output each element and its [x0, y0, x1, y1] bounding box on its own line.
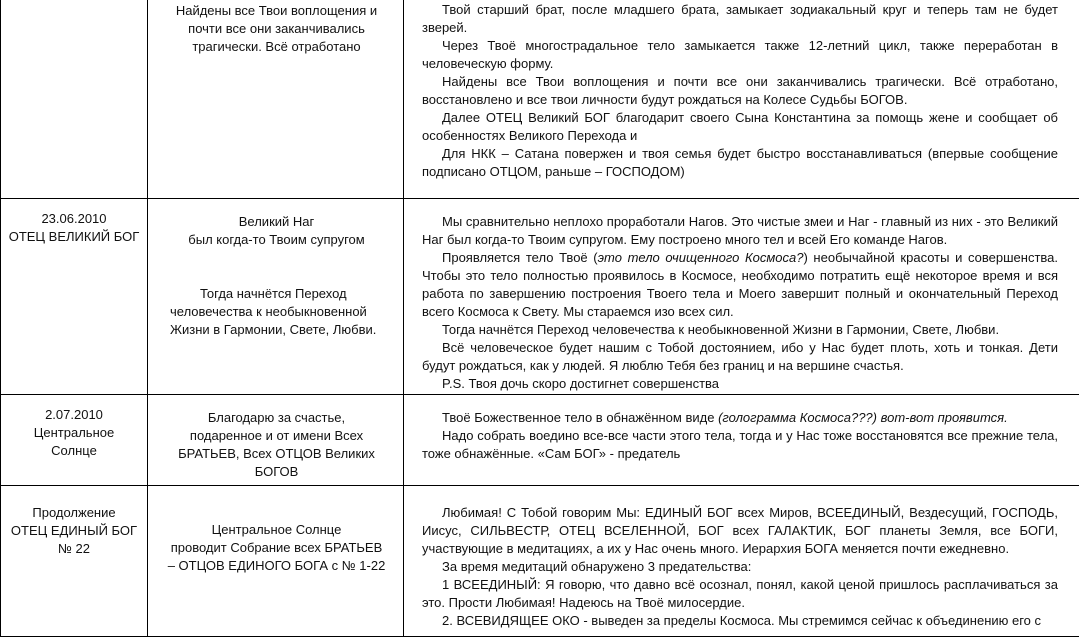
message-paragraph: Найдены все Твои воплощения и почти все они заканчивались трагически. Всё отработано, восстановлено и все твои личности будут рождаться на Колесе Судьбы БОГОВ.	[422, 73, 1058, 109]
message-paragraph: P.S. Твоя дочь скоро достигнет совершенства	[422, 375, 1058, 393]
entry-author: Солнце	[3, 442, 145, 460]
summary-line: трагически. Всё отработано	[162, 38, 391, 56]
entry-date: Продолжение	[3, 504, 145, 522]
message-cell	[404, 199, 1079, 395]
summary-line: подаренное и от имени Всех	[162, 427, 391, 445]
message-paragraph: Надо собрать воедино все-все части этого тела, тогда и у Нас тоже восстановятся все прежние тела, тоже обнажённые. «Сам БОГ» - предатель	[422, 427, 1058, 463]
summary-line: Благодарю за счастье,	[162, 409, 391, 427]
text-run: Твоё Божественное тело в обнажённом виде	[442, 410, 718, 425]
summary-cell	[148, 199, 404, 395]
text-run: Проявляется тело Твоё (	[442, 250, 598, 265]
italic-text-run: (голограмма Космоса???) вот-вот проявится.	[718, 410, 1008, 425]
date-author-cell	[1, 199, 148, 395]
message-paragraph: Мы сравнительно неплохо проработали Нагов. Это чистые змеи и Наг - главный из них - это Великий Наг был когда-то Твоим супругом. Ему построено много тел и всей Его команде Нагов.	[422, 213, 1058, 249]
message-paragraph: За время медитаций обнаружено 3 предательства:	[422, 558, 1058, 576]
summary-cell	[148, 395, 404, 486]
summary-line: – ОТЦОВ ЕДИНОГО БОГА с № 1-22	[162, 557, 391, 575]
date-author-cell	[1, 0, 148, 199]
message-paragraph: 2. ВСЕВИДЯЩЕЕ ОКО - выведен за пределы Космоса. Мы стремимся сейчас к объединению его с	[422, 612, 1058, 630]
entry-number: № 22	[3, 540, 145, 558]
summary-line: Великий Наг	[162, 213, 391, 231]
message-paragraph: Через Твоё многострадальное тело замыкается также 12-летний цикл, также переработан в человеческую форму.	[422, 37, 1058, 73]
text-run: ) необычайной красоты и совершенства. Чтобы это тело полностью проявилось в Космосе, необходимо потратить ещё некоторое время и вся работа по завершению построения Твоего тела и Моего завершит полный и окончательный Переход всего Космоса к Свету. Мы стараемся изо всех сил.	[422, 250, 1058, 319]
entry-author: ОТЕЦ ЕДИНЫЙ БОГ	[3, 522, 145, 540]
message-cell	[404, 395, 1079, 486]
table-row	[1, 486, 1079, 637]
summary-line: Найдены все Твои воплощения и	[162, 2, 391, 20]
summary-line: Тогда начнётся Переход	[170, 285, 391, 303]
summary-line: Жизни в Гармонии, Свете, Любви.	[170, 321, 391, 339]
summary-line: почти все они заканчивались	[162, 20, 391, 38]
summary-cell	[148, 486, 404, 637]
message-paragraph: Всё человеческое будет нашим с Тобой достоянием, ибо у Нас будет плоть, хоть и тонкая. Дети будут рождаться, как у людей. Я люблю Тебя без границ и на вершине счастья.	[422, 339, 1058, 375]
entry-author: ОТЕЦ ВЕЛИКИЙ БОГ	[3, 228, 145, 246]
message-cell	[404, 486, 1079, 637]
message-cell	[404, 0, 1079, 199]
summary-line: БОГОВ	[162, 463, 391, 481]
date-author-cell	[1, 486, 148, 637]
summary-cell	[148, 0, 404, 199]
date-author-cell	[1, 395, 148, 486]
message-paragraph: Тогда начнётся Переход человечества к необыкновенной Жизни в Гармонии, Свете, Любви.	[422, 321, 1058, 339]
message-paragraph	[422, 249, 1058, 321]
summary-line: человечества к необыкновенной	[170, 303, 391, 321]
entry-date: 2.07.2010	[3, 406, 145, 424]
summary-line: был когда-то Твоим супругом	[162, 231, 391, 249]
message-paragraph	[422, 409, 1058, 427]
summary-line: проводит Собрание всех БРАТЬЕВ	[162, 539, 391, 557]
italic-text-run: это тело очищенного Космоса?	[598, 250, 804, 265]
message-paragraph: Для НКК – Сатана повержен и твоя семья будет быстро восстанавливаться (впервые сообщение подписано ОТЦОМ, раньше – ГОСПОДОМ)	[422, 145, 1058, 181]
summary-line: Центральное Солнце	[162, 521, 391, 539]
summary-line: БРАТЬЕВ, Всех ОТЦОВ Великих	[162, 445, 391, 463]
table-row	[1, 395, 1079, 486]
message-paragraph: Далее ОТЕЦ Великий БОГ благодарит своего Сына Константина за помощь жене и сообщает об особенностях Великого Перехода и	[422, 109, 1058, 145]
message-paragraph: 1 ВСЕЕДИНЫЙ: Я говорю, что давно всё осознал, понял, какой ценой пришлось расплачиваться за это. Прости Любимая! Надеюсь на Твоё милосердие.	[422, 576, 1058, 612]
message-paragraph: Любимая! С Тобой говорим Мы: ЕДИНЫЙ БОГ всех Миров, ВСЕЕДИНЫЙ, Вездесущий, ГОСПОДЬ, Иисус, СИЛЬВЕСТР, ОТЕЦ ВСЕЛЕННОЙ, БОГ всех ГАЛАКТИК, БОГ планеты Земля, все БОГИ, участвующие в медитациях, а их у Нас очень много. Иерархия БОГА меняется почти ежедневно.	[422, 504, 1058, 558]
message-paragraph: Твой старший брат, после младшего брата, замыкает зодиакальный круг и теперь там не будет зверей.	[422, 1, 1058, 37]
table-row	[1, 0, 1079, 199]
entry-date: 23.06.2010	[3, 210, 145, 228]
table-row	[1, 199, 1079, 395]
entry-author: Центральное	[3, 424, 145, 442]
